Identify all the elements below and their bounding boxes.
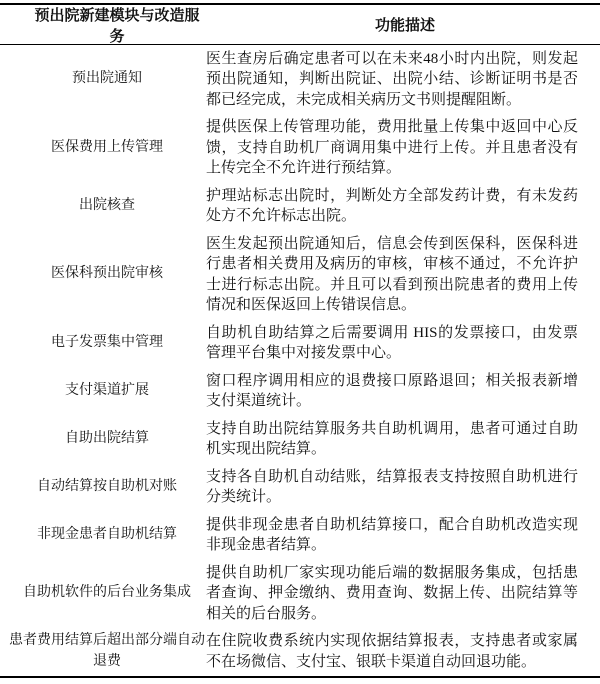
table-row — [0, 463, 600, 511]
description-cell: 医生查房后确定患者可以在未来48小时内出院，则发起预出院通知，判断出院证、出院小结、诊断证明书是否都已经完成，未完成相关病历文书则提醒阻断。 — [206, 50, 578, 108]
description-cell: 支持各自助机自动结账，结算报表支持按照自助机进行分类统计。 — [206, 468, 578, 505]
table-row — [0, 511, 600, 559]
module-cell: 出院核查 — [79, 197, 135, 213]
description-cell: 在住院收费系统内实现依据结算报表，支持患者或家属不在场微信、支付宝、银联卡渠道自动回退功能。 — [206, 633, 578, 670]
table-row — [0, 45, 600, 114]
table-row — [0, 628, 600, 676]
table-row — [0, 230, 600, 319]
document-page — [0, 3, 600, 678]
description-cell: 提供医保上传管理功能，费用批量上传集中返回中心反馈，支持自助机厂商调用集中进行上传。并且患者没有上传完全不允许进行预结算。 — [206, 119, 578, 176]
table-body — [0, 45, 600, 676]
description-cell: 自助机自助结算之后需要调用 HIS的发票接口，由发票管理平台集中对接发票中心。 — [206, 324, 578, 361]
description-cell: 支持自助出院结算服务共自助机调用，患者可通过自助机实现出院结算。 — [206, 420, 578, 457]
module-cell: 自动结算按自助机对账 — [37, 478, 177, 494]
module-cell: 非现金患者自助机结算 — [37, 526, 177, 542]
module-cell: 医保科预出院审核 — [51, 266, 163, 282]
table-row — [0, 114, 600, 183]
table-header-row — [0, 5, 600, 45]
table-row — [0, 319, 600, 367]
table-row — [0, 559, 600, 628]
module-cell: 患者费用结算后超出部分端自动退费 — [9, 633, 205, 669]
table-row — [0, 182, 600, 230]
description-cell: 窗口程序调用相应的退费接口原路退回；相关报表新增支付渠道统计。 — [206, 372, 578, 409]
description-cell: 医生发起预出院通知后，信息会传到医保科，医保科进行患者相关费用及病历的审核，审核不通过，不允许护士进行标志出院。并且可以看到预出院患者的费用上传情况和医保返回上传错误信息。 — [206, 235, 578, 313]
description-cell: 护理站标志出院时，判断处方全部发药计费，有未发药处方不允许标志出院。 — [206, 187, 578, 224]
module-cell: 医保费用上传管理 — [51, 139, 163, 155]
module-cell: 电子发票集中管理 — [51, 334, 163, 350]
table-row — [0, 367, 600, 415]
description-cell: 提供自助机厂家实现功能后端的数据服务集成，包括患者查询、押金缴纳、费用查询、数据上传、出院结算等相关的后台服务。 — [206, 564, 578, 622]
table-header-module: 预出院新建模块与改造服务 — [34, 7, 200, 45]
module-cell: 自助出院结算 — [65, 430, 149, 446]
module-function-table — [0, 3, 600, 678]
module-cell: 预出院通知 — [72, 71, 142, 86]
description-cell: 提供非现金患者自助机结算接口，配合自助机改造实现非现金患者结算。 — [206, 516, 578, 553]
table-row — [0, 415, 600, 463]
module-cell: 支付渠道扩展 — [65, 382, 149, 398]
table-header-description: 功能描述 — [374, 18, 435, 34]
module-cell: 自助机软件的后台业务集成 — [23, 585, 191, 600]
